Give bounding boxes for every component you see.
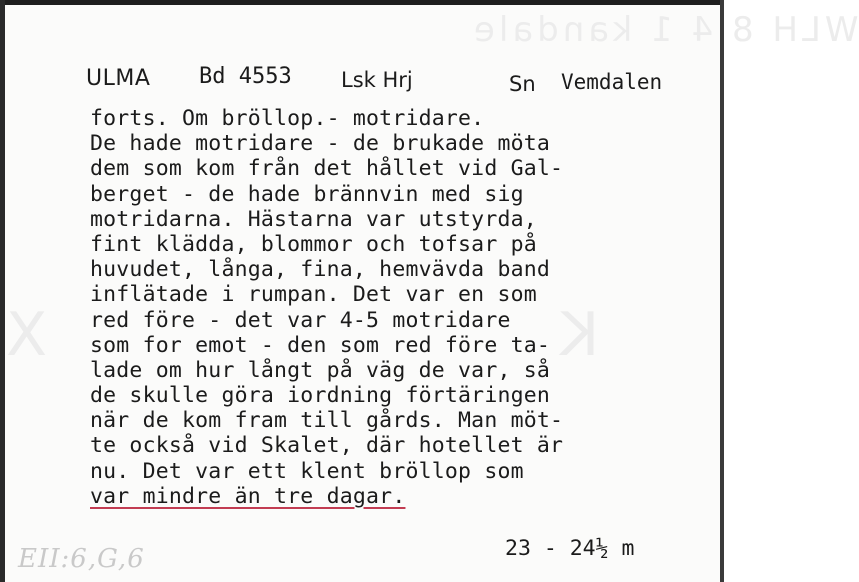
card-edge-left: [0, 0, 5, 582]
text-line: huvudet, långa, fina, hemvävda band: [90, 257, 551, 283]
parish-name: Vemdalen: [561, 70, 663, 94]
text-line: red före - det var 4-5 motridare: [90, 307, 511, 333]
text-line: inflätade i rumpan. Det var en som: [90, 282, 537, 308]
show-through-mark: X: [6, 300, 48, 370]
text-line: fint klädda, blommor och tofsar på: [90, 231, 537, 257]
archive-code: ULMA: [86, 66, 151, 91]
show-through-text: WLH 8 4 1 kandale: [470, 10, 859, 50]
text-line: te också vid Skalet, där hotellet är: [90, 433, 564, 459]
district-code: Lsk Hrj: [341, 68, 413, 92]
text-line: lade om hur långt på väg de var, så: [90, 357, 551, 383]
card-edge-top: [0, 0, 724, 5]
text-line: forts. Om bröllop.- motridare.: [90, 106, 485, 131]
text-line: motridarna. Hästarna var utstyrda,: [90, 206, 537, 232]
card-edge-right: [720, 0, 724, 582]
text-line: nu. Det var ett klent bröllop som: [90, 458, 524, 484]
parish-label: Sn: [509, 72, 536, 96]
text-line-last: [90, 484, 700, 509]
text-line: berget - de hade brännvin med sig: [90, 181, 524, 207]
text-line: när de kom fram till gårds. Man möt-: [90, 408, 564, 434]
text-line: De hade motridare - de brukade möta: [90, 131, 551, 157]
text-line: som for emot - den som red före ta-: [90, 332, 551, 358]
pencil-annotation: EII:6,G,6: [18, 544, 145, 574]
record-number: Bd 4553: [199, 64, 292, 89]
text-line: de skulle göra iordning förtäringen: [90, 383, 551, 409]
card-text: [90, 106, 700, 509]
underlined-text: var mindre än tre dagar.: [90, 483, 406, 509]
text-line: dem som kom från det hållet vid Gal-: [90, 156, 564, 182]
page-reference: 23 - 24½ m: [505, 536, 635, 561]
show-through-mark: K: [560, 300, 600, 370]
